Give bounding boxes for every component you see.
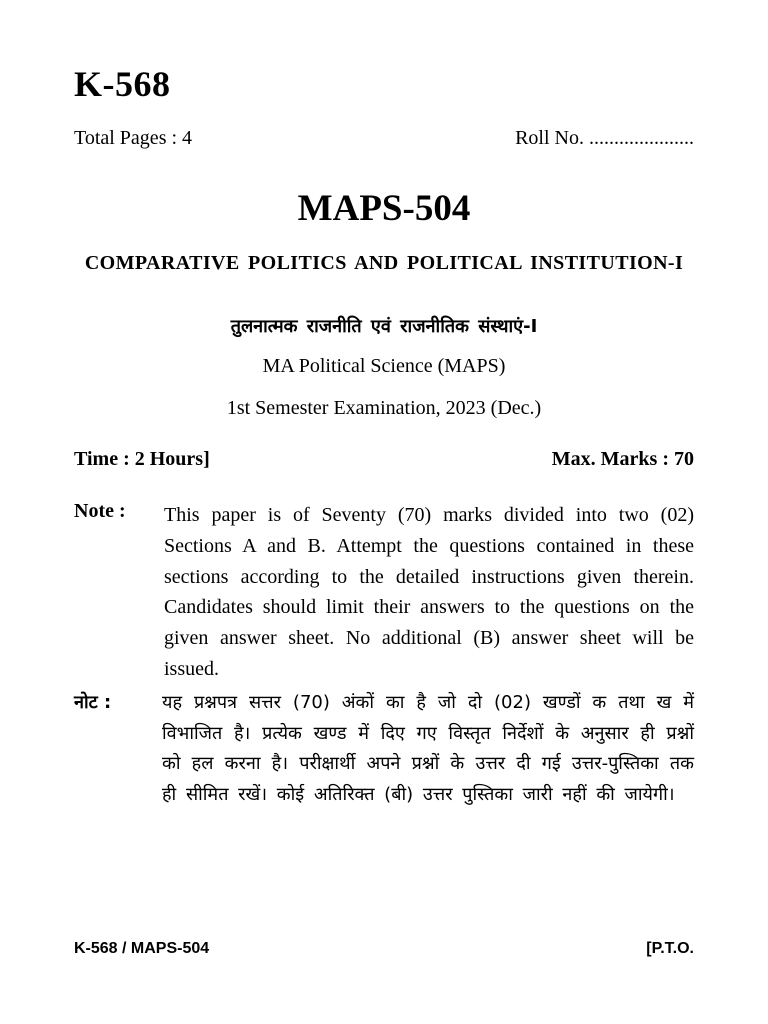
paper-code: MAPS-504 bbox=[297, 188, 471, 229]
time-limit: Time : 2 Hours] bbox=[74, 448, 210, 470]
pto-marker: [P.T.O. bbox=[646, 940, 694, 957]
meta-row bbox=[74, 127, 694, 150]
total-pages: Total Pages : 4 bbox=[74, 127, 193, 149]
paper-title-hindi: तुलनात्मक राजनीति एवं राजनीतिक संस्थाएं-I bbox=[230, 316, 538, 337]
footer bbox=[74, 940, 694, 958]
footer-code: K-568 / MAPS-504 bbox=[74, 940, 210, 957]
max-marks: Max. Marks : 70 bbox=[551, 448, 694, 470]
roll-number: Roll No. ..................... bbox=[515, 127, 694, 149]
program-name: MA Political Science (MAPS) bbox=[262, 355, 506, 377]
note-label-hindi: नोट : bbox=[74, 692, 112, 713]
document-code: K-568 bbox=[74, 64, 171, 104]
exam-page bbox=[74, 0, 694, 1024]
note-text-hindi: यह प्रश्नपत्र सत्तर (70) अंकों का है जो दो (02) खण्डों क तथा ख में विभाजित है। प्रत्येक खण्ड में दिए गए विस्तृत निर्देशों के अनुसार ही प्रश्नों को हल करना है। परीक्षार्थी अपने प्रश्नों के उत्तर दी गई उत्तर-पुस्तिका तक ही सीमित रखें। कोई अतिरिक्त (बी) उत्तर पुस्तिका जारी नहीं की जायेगी। bbox=[162, 692, 694, 806]
time-marks-row bbox=[74, 448, 694, 471]
paper-title-english: COMPARATIVE POLITICS AND POLITICAL INSTITUTION-I bbox=[84, 252, 684, 274]
exam-session: 1st Semester Examination, 2023 (Dec.) bbox=[226, 397, 542, 419]
note-label: Note : bbox=[74, 500, 126, 522]
note-text: This paper is of Seventy (70) marks divided into two (02) Sections A and B. Attempt the questions contained in these sections according to the detailed instructions given therein. Candidates should limit their answers to the questions on the given answer sheet. No additional (B) answer sheet will be issued. bbox=[164, 504, 694, 680]
